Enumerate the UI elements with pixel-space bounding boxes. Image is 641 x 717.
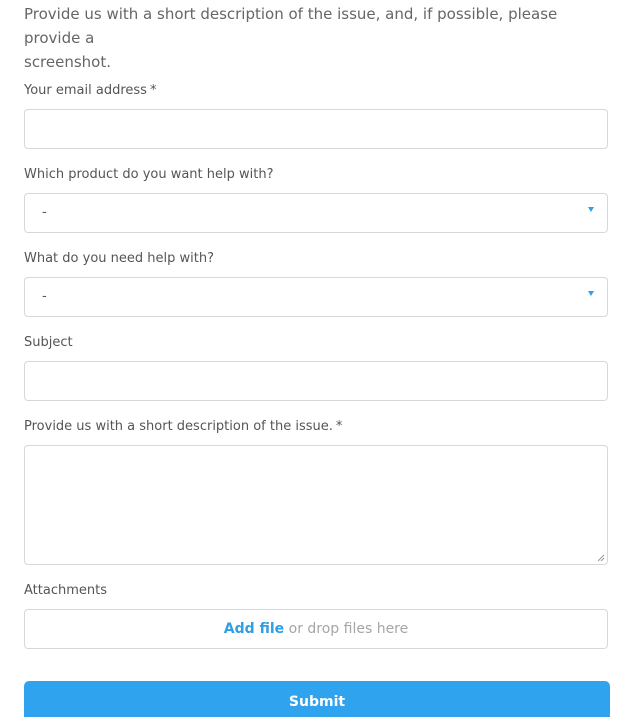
add-file-link[interactable]: Add file bbox=[223, 621, 285, 637]
description-label-text: Provide us with a short description of the issue. bbox=[24, 419, 333, 434]
intro-line-1: Provide us with a short description of the issue, and, if possible, please provide a bbox=[24, 5, 558, 47]
chevron-down-icon bbox=[588, 291, 594, 296]
required-mark: * bbox=[149, 83, 157, 98]
subject-field[interactable] bbox=[24, 361, 608, 401]
resize-handle-icon[interactable] bbox=[596, 553, 605, 562]
form-intro bbox=[24, 2, 614, 74]
email-field[interactable] bbox=[24, 109, 608, 149]
subject-label: Subject bbox=[24, 335, 73, 350]
email-label bbox=[24, 83, 156, 99]
help-topic-select-value: - bbox=[42, 289, 47, 304]
drop-files-text: or drop files here bbox=[288, 621, 409, 637]
email-label-text: Your email address bbox=[24, 83, 147, 98]
help-topic-select[interactable] bbox=[24, 277, 608, 317]
attachments-dropzone[interactable] bbox=[24, 609, 608, 649]
product-label: Which product do you want help with? bbox=[24, 167, 274, 182]
product-select-value: - bbox=[42, 205, 47, 220]
description-label bbox=[24, 419, 342, 435]
submit-button[interactable]: Submit bbox=[24, 681, 610, 717]
description-textarea[interactable] bbox=[24, 445, 608, 565]
chevron-down-icon bbox=[588, 207, 594, 212]
required-mark: * bbox=[335, 419, 343, 434]
help-topic-label: What do you need help with? bbox=[24, 251, 214, 266]
attachments-label: Attachments bbox=[24, 583, 107, 598]
intro-line-2: screenshot. bbox=[24, 53, 112, 71]
product-select[interactable] bbox=[24, 193, 608, 233]
